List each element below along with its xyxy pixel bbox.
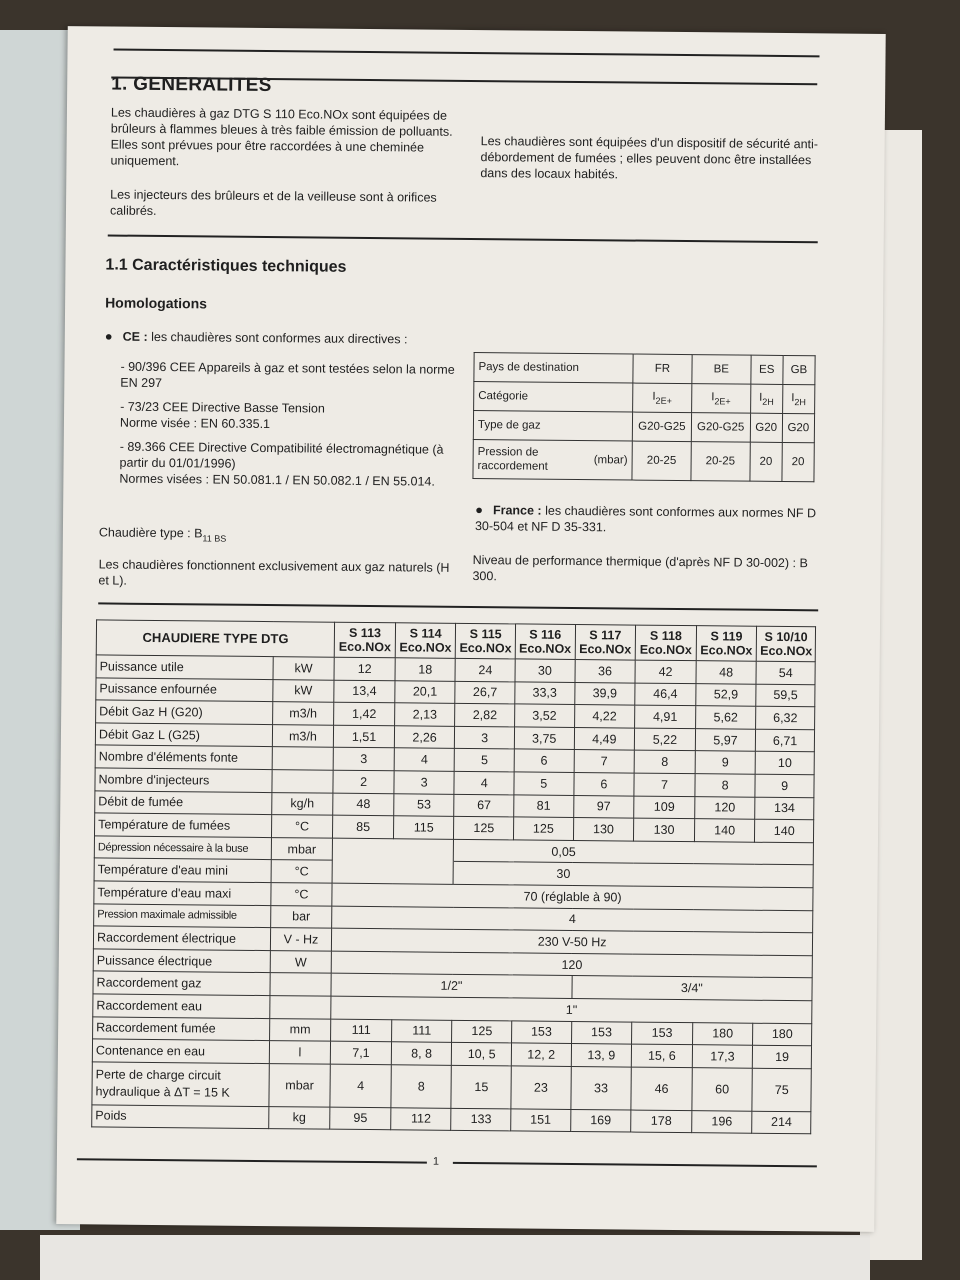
value-cell: 7 [574,750,635,773]
row-label-pressure [473,440,632,481]
category-main: I [791,391,795,404]
boiler-type-label: Chaudière type : [98,525,191,541]
row-label: Température de fumées [94,813,271,837]
value-cell: 42 [635,660,696,683]
directive-2-line2: Norme visée : EN 60.335.1 [119,415,271,432]
table-row [474,353,815,385]
row-label-country: Pays de destination [474,353,633,384]
footer-rule-right [453,1162,817,1167]
value-cell: 130 [573,818,634,841]
depression-value: 0,05 [551,844,576,859]
value-cell: 12, 2 [511,1043,571,1066]
specifications-table [91,619,816,1134]
value-cell: 19 [753,1045,812,1068]
value-cell: 8 [634,750,695,773]
row-label: Débit de fumée [95,790,272,814]
row-label: Raccordement électrique [93,926,270,950]
value-cell: 125 [514,817,574,840]
value-cell: 111 [391,1019,452,1042]
value-cell: 125 [452,1020,512,1043]
perte-label-line2: hydraulique à ΔT = 15 K [95,1084,230,1100]
row-label: Pression maximale admissible [94,903,271,927]
footer-rule-left [77,1158,427,1163]
value-cell: 2 [333,770,394,793]
table-row [473,440,814,482]
row-label: Contenance en eau [92,1039,269,1063]
homologations-title: Homologations [105,294,208,312]
value-cell: 5 [514,772,574,795]
value-cell: 4 [394,748,455,771]
row-label: Puissance enfournée [96,677,273,701]
section-title: 1. GENERALITES [111,73,272,97]
value-cell: 59,5 [756,684,815,707]
row-label: Raccordement gaz [93,971,270,995]
value-cell: 46,4 [635,683,696,706]
value-cell: 4 [454,771,514,794]
category-sub: 2H [794,396,807,407]
value-cell: 53 [394,793,455,816]
value-cell: 111 [331,1019,392,1042]
value-cell: 125 [454,817,514,840]
row-unit: m3/h [272,702,334,725]
pressure-cell: 20-25 [691,442,750,482]
model-header [515,624,575,660]
france-text: les chaudières sont conformes aux normes NF D 30-504 et NF D 35-331. [474,503,817,535]
value-cell: 109 [634,796,695,819]
value-cell: 8 [391,1064,452,1108]
background-bottom-sheet [40,1235,870,1280]
value-cell: 120 [694,796,755,819]
value-cell: 214 [752,1111,811,1134]
value-cell: 8 [695,774,756,797]
value-cell: 2,26 [394,726,455,749]
table-row [473,411,814,443]
category-sub: 2E+ [714,395,731,406]
country-fr: FR [633,354,692,384]
model-name: S 117 [589,628,622,643]
merged-value: 4 [332,906,813,933]
value-cell: 17,3 [692,1045,753,1068]
model-name: S 115 [469,626,502,642]
row-unit: kW [273,657,335,680]
row-unit: kg/h [271,792,333,815]
value-cell: 54 [756,661,815,684]
model-name: S 119 [710,629,743,644]
value-cell: 4,49 [574,727,635,750]
page-number: 1 [432,1155,440,1168]
value-cell: 46 [631,1067,692,1111]
value-cell: 60 [692,1067,753,1111]
row-label: Raccordement eau [93,994,270,1018]
pressure-cell: 20 [782,442,815,481]
model-header [575,624,636,660]
pressure-unit: (mbar) [593,454,628,467]
value-cell: 153 [632,1022,693,1045]
merged-value: 1" [331,996,812,1023]
model-name: S 116 [529,627,562,642]
row-label-gas-type: Type de gaz [473,411,632,442]
value-cell: 12 [334,657,395,680]
model-header [757,626,816,662]
value-cell: 130 [634,818,695,841]
document-page [56,26,885,1232]
value-cell: 151 [511,1109,571,1132]
row-unit: l [269,1041,331,1064]
country-be: BE [692,355,751,385]
boiler-type [99,524,439,548]
value-cell: 6 [514,749,574,772]
value-cell: 6,32 [756,706,815,729]
category-sub: 2E+ [655,395,672,406]
category-cell [633,383,692,413]
value-cell: 153 [571,1021,632,1044]
category-main: I [759,391,763,404]
value-cell: 10 [755,752,814,775]
value-cell: 8, 8 [391,1042,452,1065]
intro-paragraph-1: Les chaudières à gaz DTG S 110 Eco.NOx sont équipées de brûleurs à flammes bleues à très faible émission de polluants. Elles sont prévues pour être raccordées à une cheminée uniquement. [110,105,453,169]
value-cell: 153 [512,1020,572,1043]
country-gb: GB [783,355,815,384]
category-sub: 2H [762,396,774,407]
value-cell: 4,91 [635,705,696,728]
merged-value: 70 (réglable à 90) [332,883,813,910]
model-sub: Eco.NOx [760,643,813,659]
temp-min-value: 30 [556,866,571,882]
value-cell: 33 [570,1066,631,1110]
value-cell: 6 [574,772,635,795]
value-cell: 140 [755,819,814,842]
model-sub: Eco.NOx [579,642,632,657]
model-name: S 10/10 [764,629,808,645]
value-cell: 6,71 [756,729,815,752]
bullet-icon [475,503,493,517]
pressure-label-line1: Pression de [477,446,539,459]
gas-statement: Les chaudières fonctionnent exclusivement aux gaz naturels (H et L). [98,557,450,588]
row-unit: V - Hz [270,928,332,951]
value-cell: 7,1 [331,1041,392,1064]
value-cell: 3,75 [514,727,574,750]
value-cell: 23 [511,1066,571,1110]
merged-value: 230 V-50 Hz [332,928,813,955]
ce-statement [105,328,465,347]
subsection-rule [108,234,818,242]
top-rule [114,49,820,58]
row-label [92,1062,269,1107]
value-cell: 95 [330,1107,391,1130]
row-unit [272,770,334,793]
category-cell [782,384,814,413]
model-sub: Eco.NOx [459,640,512,656]
row-unit: m3/h [272,724,334,747]
bullet-icon [105,329,123,343]
value-cell: 13, 9 [571,1044,632,1067]
value-cell: 15, 6 [631,1044,692,1067]
value-cell: 134 [755,797,814,820]
row-unit: kW [272,679,334,702]
value-cell: 26,7 [455,681,515,704]
model-name: S 113 [348,625,382,641]
row-label: Nombre d'injecteurs [95,768,272,792]
model-sub: Eco.NOx [700,643,753,658]
model-name: S 118 [649,628,682,644]
value-cell: 4 [330,1064,391,1108]
value-cell: 24 [455,658,515,681]
row-label-category: Catégorie [474,382,633,413]
value-cell: 48 [333,793,394,816]
row-label: Puissance utile [96,655,273,679]
value-cell: 1,42 [334,702,395,725]
model-header [395,623,456,659]
value-cell: 115 [393,816,454,839]
row-unit: °C [271,860,333,883]
country-es: ES [751,355,783,384]
value-cell: 67 [454,794,514,817]
merged-value: 1/2" [331,973,572,998]
value-cell: 18 [395,658,456,681]
table-row [92,1062,811,1112]
value-cell: 178 [631,1110,692,1133]
value-cell: 33,3 [515,682,575,705]
pressure-label-line2: raccordement [477,460,548,473]
gas-type-cell: G20 [750,413,782,442]
directive-1: - 90/396 CEE Appareils à gaz et sont testées selon la norme EN 297 [120,359,455,391]
value-cell: 180 [692,1022,753,1045]
value-cell: 81 [514,794,574,817]
row-unit: kg [268,1106,330,1129]
gas-type-cell: G20-G25 [691,413,750,443]
value-cell: 52,9 [696,683,757,706]
model-sub: Eco.NOx [639,642,692,658]
value-cell: 9 [695,751,756,774]
value-cell: 3 [394,771,455,794]
value-cell: 5,22 [635,728,696,751]
value-cell: 5 [455,749,515,772]
row-label: Nombre d'éléments fonte [95,745,272,769]
row-unit: mm [269,1018,331,1041]
value-cell: 85 [333,815,394,838]
country-table [472,352,815,482]
row-label: Débit Gaz H (G20) [96,700,273,724]
value-cell: 169 [570,1109,631,1132]
value-cell: 20,1 [395,680,456,703]
pressure-cell: 20 [750,442,783,481]
value-cell: 3 [455,726,515,749]
value-cell: 7 [634,773,695,796]
row-unit: °C [270,883,332,906]
model-header [335,622,396,658]
row-unit: bar [270,905,332,928]
table-row [474,382,815,414]
row-label: Raccordement fumée [93,1016,270,1040]
gas-type-cell: G20-G25 [632,412,691,442]
pressure-cell: 20-25 [632,441,691,481]
value-cell: 2,82 [455,704,515,727]
value-cell: 13,4 [334,680,395,703]
value-cell: 5,97 [695,728,756,751]
value-cell: 36 [575,659,636,682]
value-cell: 180 [753,1023,812,1046]
model-header [635,625,696,661]
value-cell: 75 [752,1068,811,1112]
value-cell: 2,13 [394,703,455,726]
performance-statement: Niveau de performance thermique (d'après NF D 30-002) : B 300. [472,553,808,584]
row-label: Poids [92,1105,269,1129]
value-cell: 5,62 [695,706,756,729]
category-main: I [652,390,656,403]
category-main: I [711,390,715,403]
gas-type-cell: G20 [782,413,814,442]
row-unit: mbar [269,1063,331,1107]
value-cell: 112 [391,1107,452,1130]
row-label: Température d'eau mini [94,858,271,882]
row-label: Dépression nécessaire à la buse [94,836,271,860]
perte-label-line1: Perte de charge circuit [95,1067,221,1083]
model-name: S 114 [409,626,442,641]
directive-3-line1: - 89.366 CEE Directive Compatibilité électromagnétique (à partir du 01/01/1996) [119,439,444,471]
row-label: Température d'eau maxi [94,881,271,905]
value-cell: 196 [691,1110,752,1133]
ce-label: CE : [122,329,148,344]
value-cell: 15 [451,1065,511,1109]
model-sub: Eco.NOx [338,639,392,655]
model-sub: Eco.NOx [399,640,452,655]
value-cell: 140 [694,819,755,842]
row-unit [270,973,332,996]
boiler-type-value: B [194,526,203,541]
value-cell: 133 [451,1108,511,1131]
row-unit [269,995,331,1018]
model-header [456,623,516,659]
row-label: Débit Gaz L (G25) [95,723,272,747]
subsection-title: 1.1 Caractéristiques techniques [105,256,347,276]
empty-cell [332,861,453,885]
value-cell: 30 [515,659,575,682]
value-cell: 9 [755,774,814,797]
intro-paragraph-right: Les chaudières sont équipées d'un dispositif de sécurité anti-débordement de fumées ; elles peuvent donc être installées dans des locaux habités. [480,134,819,182]
value-cell: 4,22 [574,705,635,728]
value-cell: 10, 5 [452,1042,512,1065]
header-label: CHAUDIERE TYPE DTG [96,620,335,657]
row-label: Puissance électrique [93,949,270,973]
directive-2-line1: - 73/23 CEE Directive Basse Tension [120,399,325,416]
row-unit [272,747,334,770]
table-top-rule [98,602,818,610]
category-cell [691,384,750,414]
france-label: France : [492,503,542,518]
boiler-type-sub: 11 BS [202,533,227,544]
value-cell: 3,52 [515,704,575,727]
row-unit: °C [271,815,333,838]
ce-text: les chaudières sont conformes aux directives : [151,329,408,347]
france-statement [475,502,820,537]
value-cell: 97 [573,795,634,818]
row-unit: W [270,950,332,973]
model-header [696,626,757,662]
merged-value: 3/4" [572,976,813,1001]
category-cell [750,384,782,413]
value-cell: 1,51 [334,725,395,748]
merged-value: 120 [331,951,812,978]
row-unit: mbar [271,837,333,860]
directive-3-line2: Normes visées : EN 50.081.1 / EN 50.082.1 / EN 55.014. [119,471,435,489]
model-sub: Eco.NOx [518,641,572,656]
value-cell: 3 [333,748,394,771]
empty-cell [333,838,454,862]
value-cell: 39,9 [574,682,635,705]
value-cell: 48 [696,661,757,684]
intro-paragraph-2: Les injecteurs des brûleurs et de la veilleuse sont à orifices calibrés. [109,187,437,218]
